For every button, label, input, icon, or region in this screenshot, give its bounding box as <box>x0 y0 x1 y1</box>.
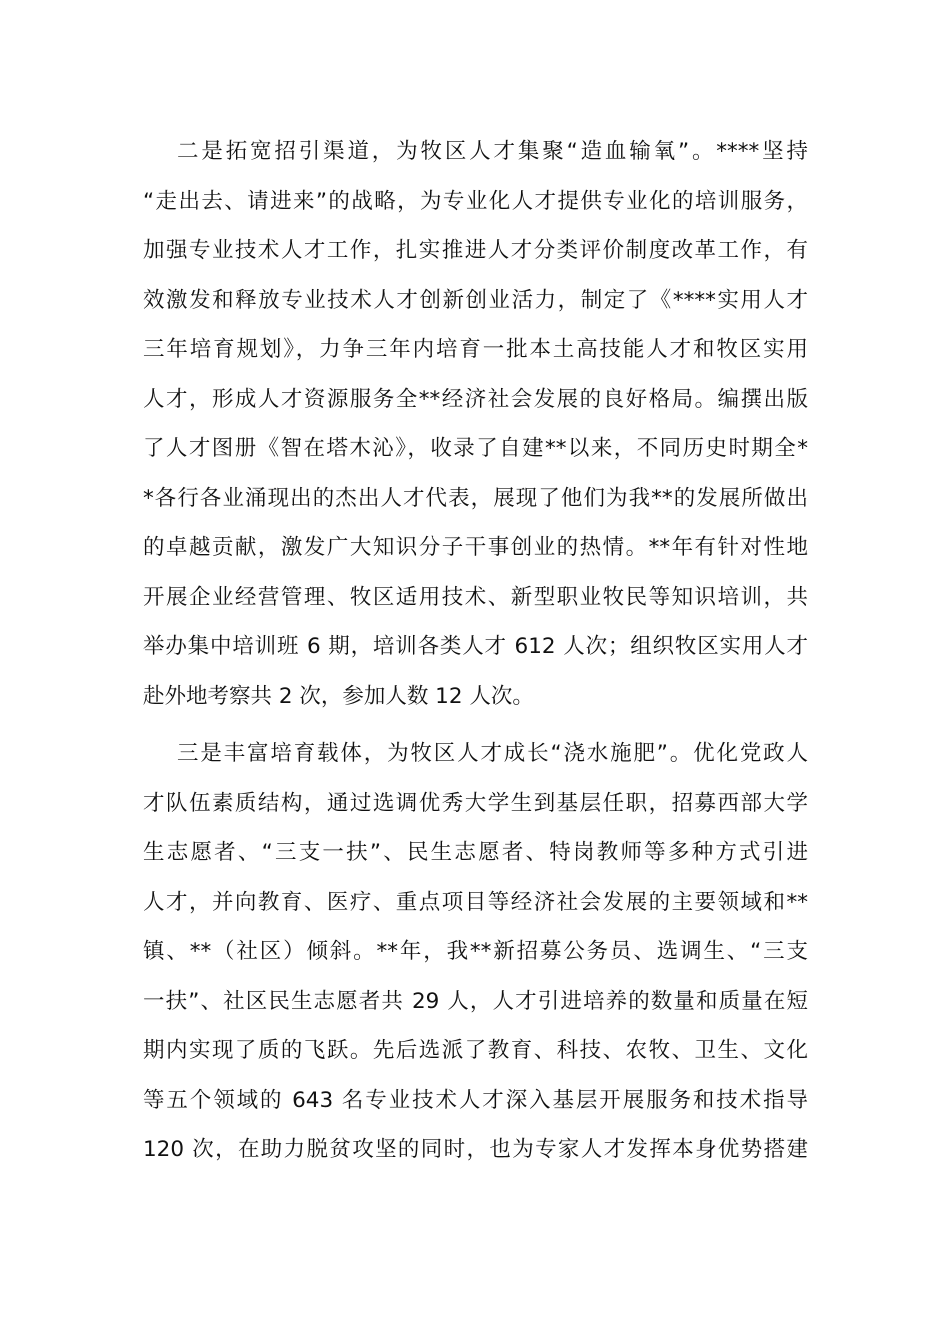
paragraph-line: 二是拓宽招引渠道，为牧区人才集聚“造血输氧”。****坚持 <box>177 139 808 164</box>
paragraph-line: 等五个领域的 643 名专业技术人才深入基层开展服务和技术指导 <box>143 1087 808 1113</box>
paragraph-line: 生志愿者、“三支一扶”、民生志愿者、特岗教师等多种方式引进 <box>143 840 808 865</box>
paragraph-line: 才队伍素质结构，通过选调优秀大学生到基层任职，招募西部大学 <box>143 790 808 816</box>
paragraph-line: 的卓越贡献，激发广大知识分子干事创业的热情。**年有针对性地 <box>143 535 808 560</box>
paragraph-line: “走出去、请进来”的战略，为专业化人才提供专业化的培训服务， <box>143 188 808 214</box>
paragraph-line: 期内实现了质的飞跃。先后选派了教育、科技、农牧、卫生、文化 <box>143 1038 808 1063</box>
paragraph-line: 120 次，在助力脱贫攻坚的同时，也为专家人才发挥本身优势搭建 <box>143 1137 808 1162</box>
paragraph-line: 了人才图册《智在塔木沁》，收录了自建**以来，不同历史时期全* <box>143 436 808 461</box>
paragraph-line: 一扶”、社区民生志愿者共 29 人，人才引进培养的数量和质量在短 <box>143 988 808 1014</box>
paragraph-line: 开展企业经营管理、牧区适用技术、新型职业牧民等知识培训，共 <box>143 584 808 610</box>
paragraph-talent-recruitment <box>143 127 808 721</box>
paragraph-line: 举办集中培训班 6 期，培训各类人才 612 人次；组织牧区实用人才 <box>143 634 808 659</box>
paragraph-line: 镇、**（社区）倾斜。**年，我**新招募公务员、选调生、“三支 <box>143 939 808 964</box>
paragraph-line: 人才，形成人才资源服务全**经济社会发展的良好格局。编撰出版 <box>143 386 808 412</box>
paragraph-line: 效激发和释放专业技术人才创新创业活力，制定了《****实用人才 <box>143 287 808 313</box>
paragraph-line: *各行各业涌现出的杰出人才代表，展现了他们为我**的发展所做出 <box>143 485 808 511</box>
paragraph-talent-cultivation <box>143 729 808 1175</box>
paragraph-line: 加强专业技术人才工作，扎实推进人才分类评价制度改革工作，有 <box>143 238 808 263</box>
paragraph-line: 人才，并向教育、医疗、重点项目等经济社会发展的主要领域和** <box>143 889 808 915</box>
paragraph-line: 三年培育规划》，力争三年内培育一批本土高技能人才和牧区实用 <box>143 337 808 362</box>
paragraph-line: 三是丰富培育载体，为牧区人才成长“浇水施肥”。优化党政人 <box>177 741 808 766</box>
paragraph-line: 赴外地考察共 2 次，参加人数 12 人次。 <box>143 683 534 709</box>
